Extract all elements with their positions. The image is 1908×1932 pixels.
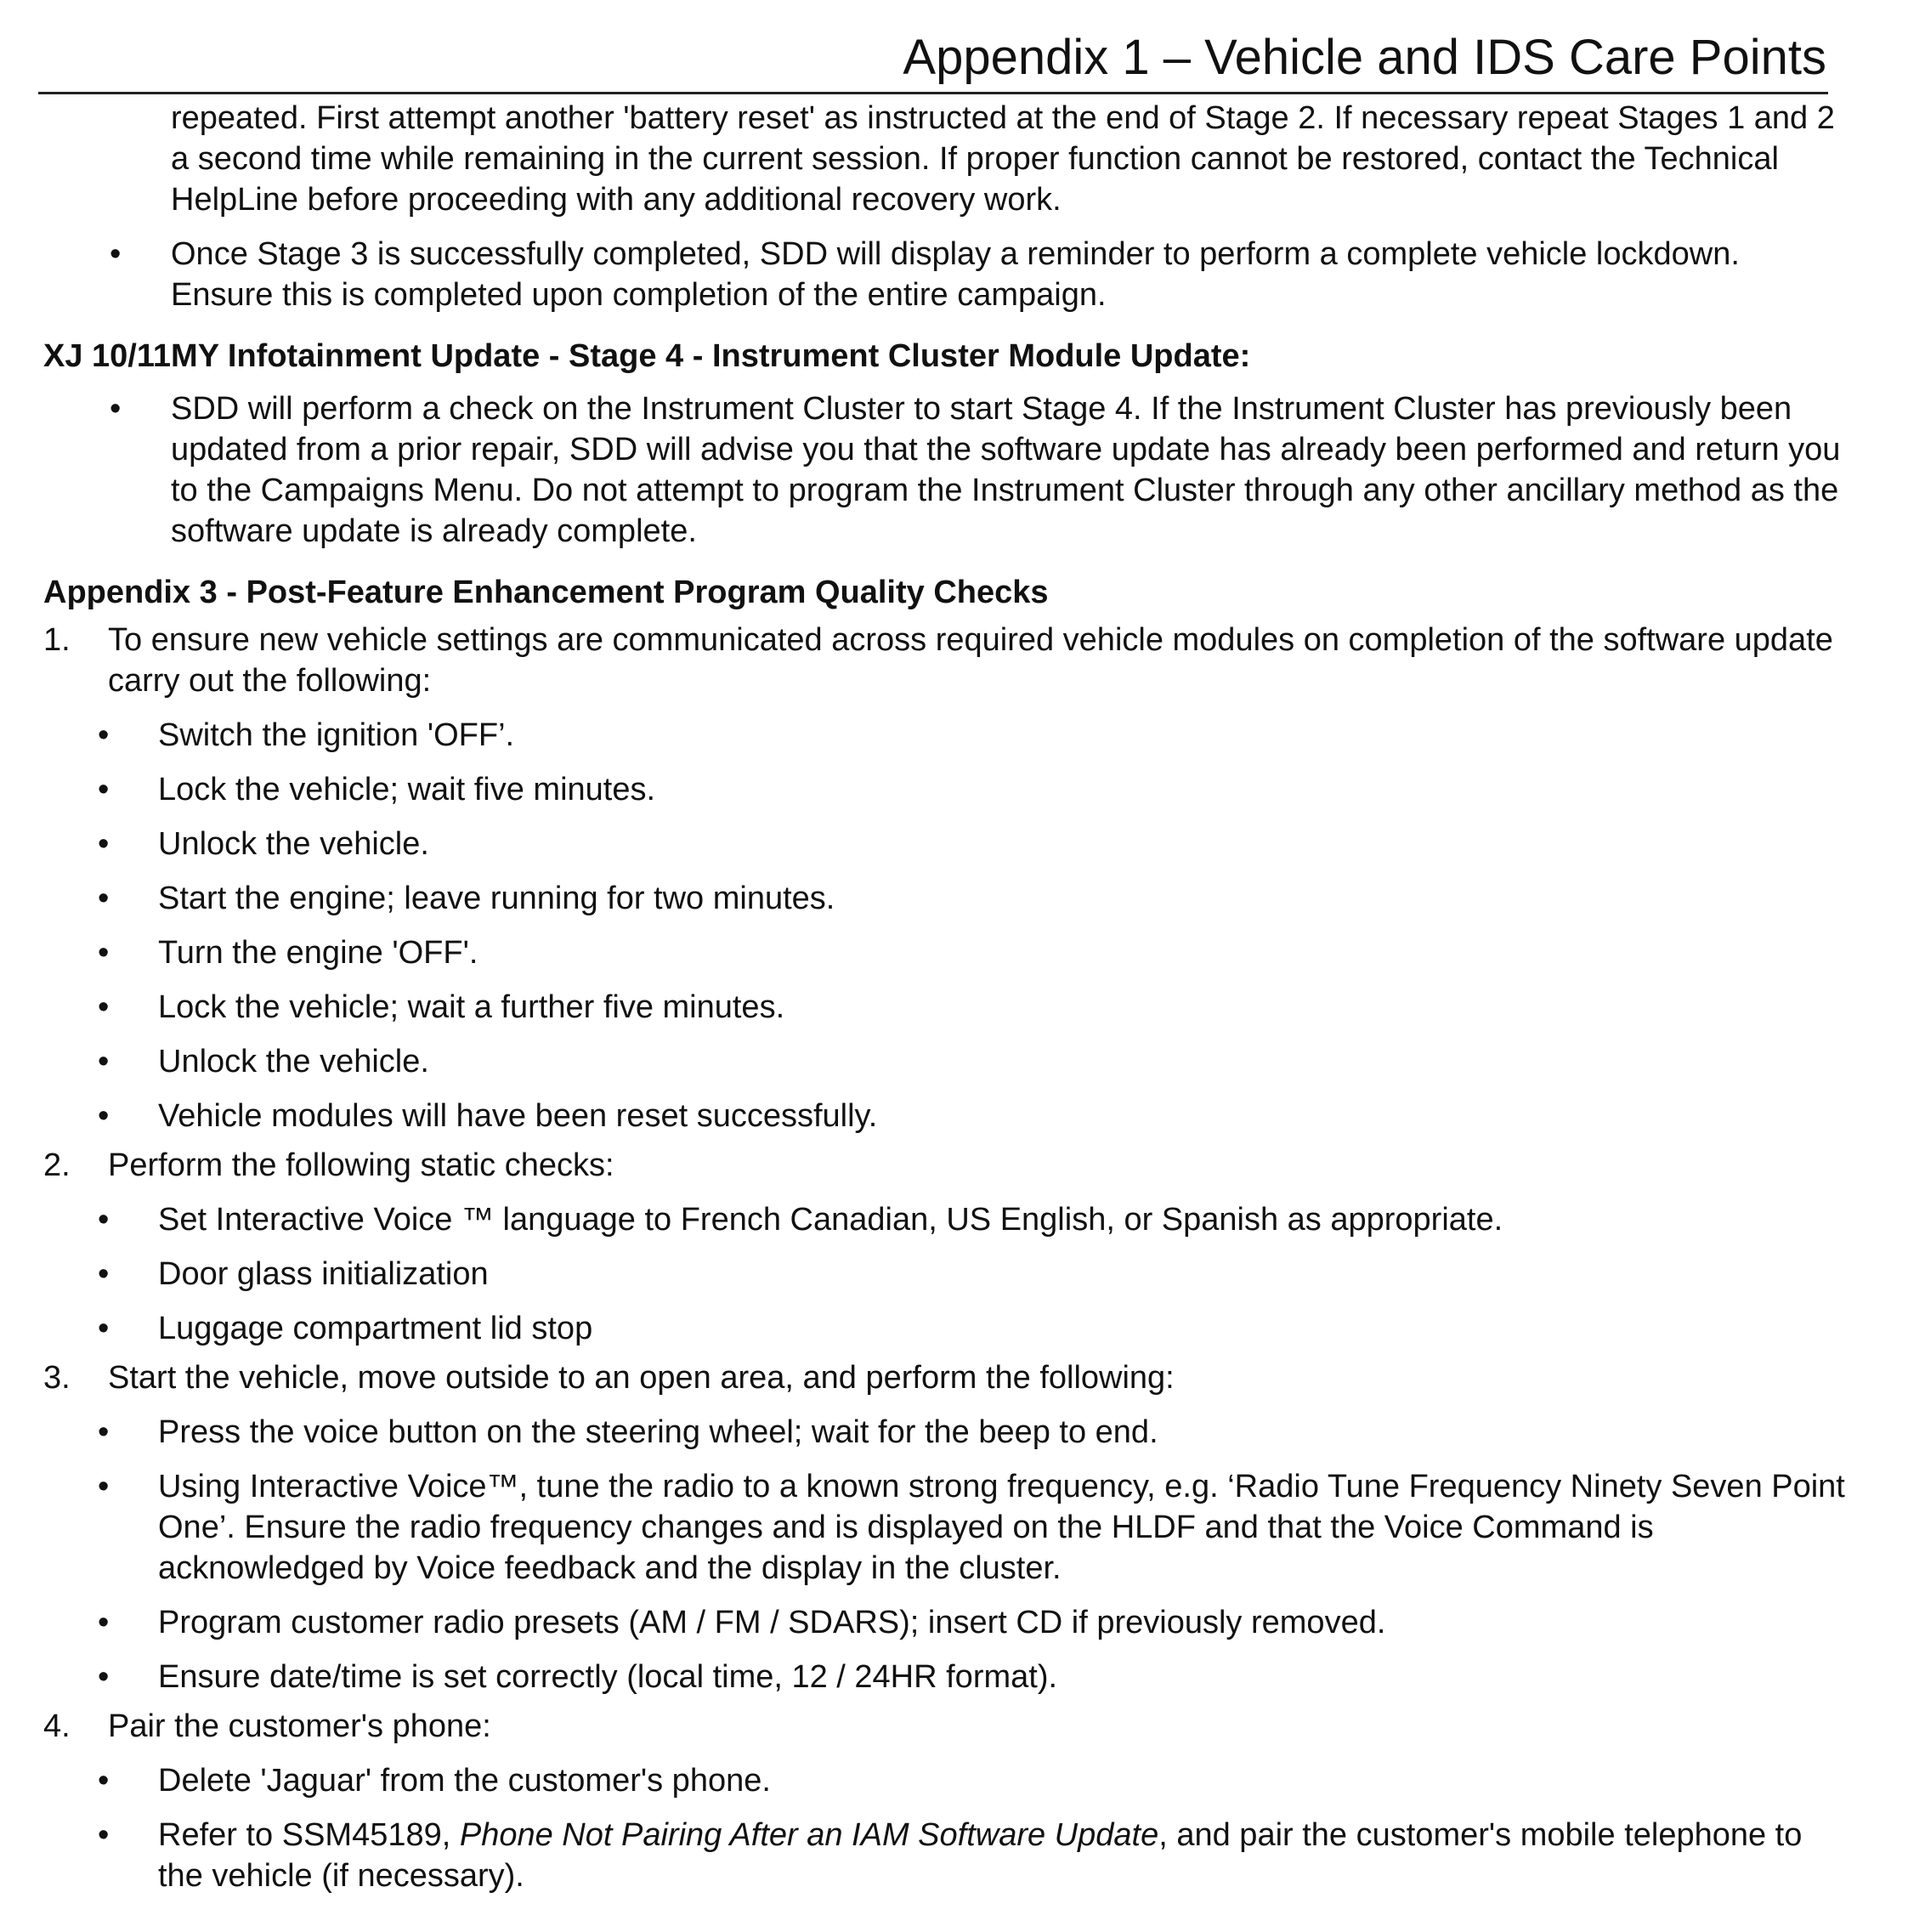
bullet-icon: • (98, 1605, 110, 1640)
list-item (43, 1760, 1845, 1801)
list-item-text: Vehicle modules will have been reset successfully. (158, 1098, 878, 1134)
bullet-icon: • (98, 1817, 110, 1853)
bullet-icon: • (98, 935, 110, 971)
bullet-icon: • (98, 772, 110, 807)
list-item-text: Delete 'Jaguar' from the customer's phone. (158, 1763, 771, 1799)
item-text: Start the vehicle, move outside to an open area, and perform the following: (108, 1360, 1175, 1396)
list-item-text: Luggage compartment lid stop (158, 1311, 593, 1346)
bullet-icon: • (98, 1202, 110, 1238)
list-item (43, 1657, 1845, 1697)
list-item-text: SDD will perform a check on the Instrument Cluster to start Stage 4. If the Instrument Cluster has previously been updated from a prior repair, SDD will advise you that the software update has already been performed and return you to the Campaigns Menu. Do not attempt to program the Instrument Cluster through any other ancillary method as the software update is already complete. (171, 391, 1841, 549)
list-item-text (158, 1817, 1802, 1894)
list-item (43, 1815, 1845, 1896)
list-item (43, 878, 1845, 919)
list-item-text: Press the voice button on the steering wheel; wait for the beep to end. (158, 1414, 1158, 1450)
continuation-paragraph: repeated. First attempt another 'battery reset' as instructed at the end of Stage 2. If necessary repeat Stages 1 and 2 a second time while remaining in the current session. If proper function cannot be restored, contact the Technical HelpLine before proceeding with any additional recovery work. (171, 100, 1835, 218)
item-number: 4. (43, 1708, 71, 1744)
list-item (43, 1308, 1845, 1349)
list-item-text: Unlock the vehicle. (158, 826, 429, 862)
item-text: Pair the customer's phone: (108, 1708, 491, 1744)
bullet-icon: • (98, 717, 110, 753)
list-item-text: Once Stage 3 is successfully completed, SDD will display a reminder to perform a complete vehicle lockdown. Ensure this is completed upon completion of the entire campaign. (171, 236, 1740, 313)
list-item-text: Turn the engine 'OFF'. (158, 935, 478, 971)
item-number: 1. (43, 622, 71, 658)
bullet-icon: • (98, 826, 110, 862)
appendix3-heading: Appendix 3 - Post-Feature Enhancement Program Quality Checks (43, 575, 1049, 610)
bullet-icon: • (98, 1256, 110, 1292)
numbered-item-4 (43, 1706, 1845, 1747)
bullet-icon: • (98, 1659, 110, 1695)
bullet-icon: • (110, 391, 122, 427)
ssm-reference-suffix: , and pair the customer's mobile telephone to the vehicle (if necessary). (158, 1817, 1803, 1894)
bullet-icon: • (98, 989, 110, 1025)
list-item-text: Using Interactive Voice™, tune the radio to a known strong frequency, e.g. ‘Radio Tune Frequency Ninety Seven Point One’. Ensure the radio frequency changes and is displayed on the HLDF and that the Voice Command is acknowledged by Voice feedback and the display in the cluster. (158, 1469, 1845, 1586)
bullet-icon: • (98, 1469, 110, 1504)
list-item-text: Door glass initialization (158, 1256, 489, 1292)
list-item (43, 1466, 1845, 1589)
list-item (43, 987, 1845, 1028)
item-text: To ensure new vehicle settings are communicated across required vehicle modules on completion of the software update carry out the following: (108, 622, 1833, 699)
bullet-icon: • (98, 1311, 110, 1346)
bullet-icon: • (98, 1414, 110, 1450)
list-item (43, 1412, 1845, 1453)
numbered-item-1 (43, 620, 1845, 701)
list-item (43, 769, 1845, 810)
list-item (43, 1199, 1845, 1240)
list-item (43, 715, 1845, 756)
list-item-text: Switch the ignition 'OFF’. (158, 717, 515, 753)
stage4-heading: XJ 10/11MY Infotainment Update - Stage 4 - Instrument Cluster Module Update: (43, 338, 1251, 374)
list-item-text: Ensure date/time is set correctly (local time, 12 / 24HR format). (158, 1659, 1058, 1695)
list-item-text: Lock the vehicle; wait five minutes. (158, 772, 656, 807)
bullet-icon: • (98, 881, 110, 916)
item-number: 2. (43, 1147, 71, 1183)
ssm-reference-title: Phone Not Pairing After an IAM Software Update (459, 1817, 1159, 1853)
list-item (43, 932, 1845, 973)
numbered-item-3 (43, 1357, 1845, 1398)
list-item-text: Program customer radio presets (AM / FM / SDARS); insert CD if previously removed. (158, 1605, 1386, 1640)
bullet-icon: • (98, 1098, 110, 1134)
bullet-icon: • (110, 236, 122, 272)
ssm-reference-prefix: Refer to SSM45189, (158, 1817, 460, 1853)
bullet-icon: • (98, 1044, 110, 1079)
item-text: Perform the following static checks: (108, 1147, 614, 1183)
list-item (43, 1041, 1845, 1082)
list-item-text: Set Interactive Voice ™ language to French Canadian, US English, or Spanish as appropriate. (158, 1202, 1503, 1238)
list-item-text: Start the engine; leave running for two minutes. (158, 881, 835, 916)
list-item (43, 1096, 1845, 1136)
page-header-title: Appendix 1 – Vehicle and IDS Care Points (903, 30, 1826, 85)
list-item (43, 1602, 1845, 1643)
list-item (43, 1254, 1845, 1295)
list-item (43, 234, 1845, 315)
list-item (43, 388, 1845, 552)
list-item-text: Lock the vehicle; wait a further five minutes. (158, 989, 785, 1025)
numbered-item-2 (43, 1145, 1845, 1186)
list-item-text: Unlock the vehicle. (158, 1044, 429, 1079)
document-body (43, 98, 1845, 1896)
bullet-icon: • (98, 1763, 110, 1799)
list-item (43, 824, 1845, 864)
item-number: 3. (43, 1360, 71, 1396)
header-divider (38, 92, 1828, 94)
